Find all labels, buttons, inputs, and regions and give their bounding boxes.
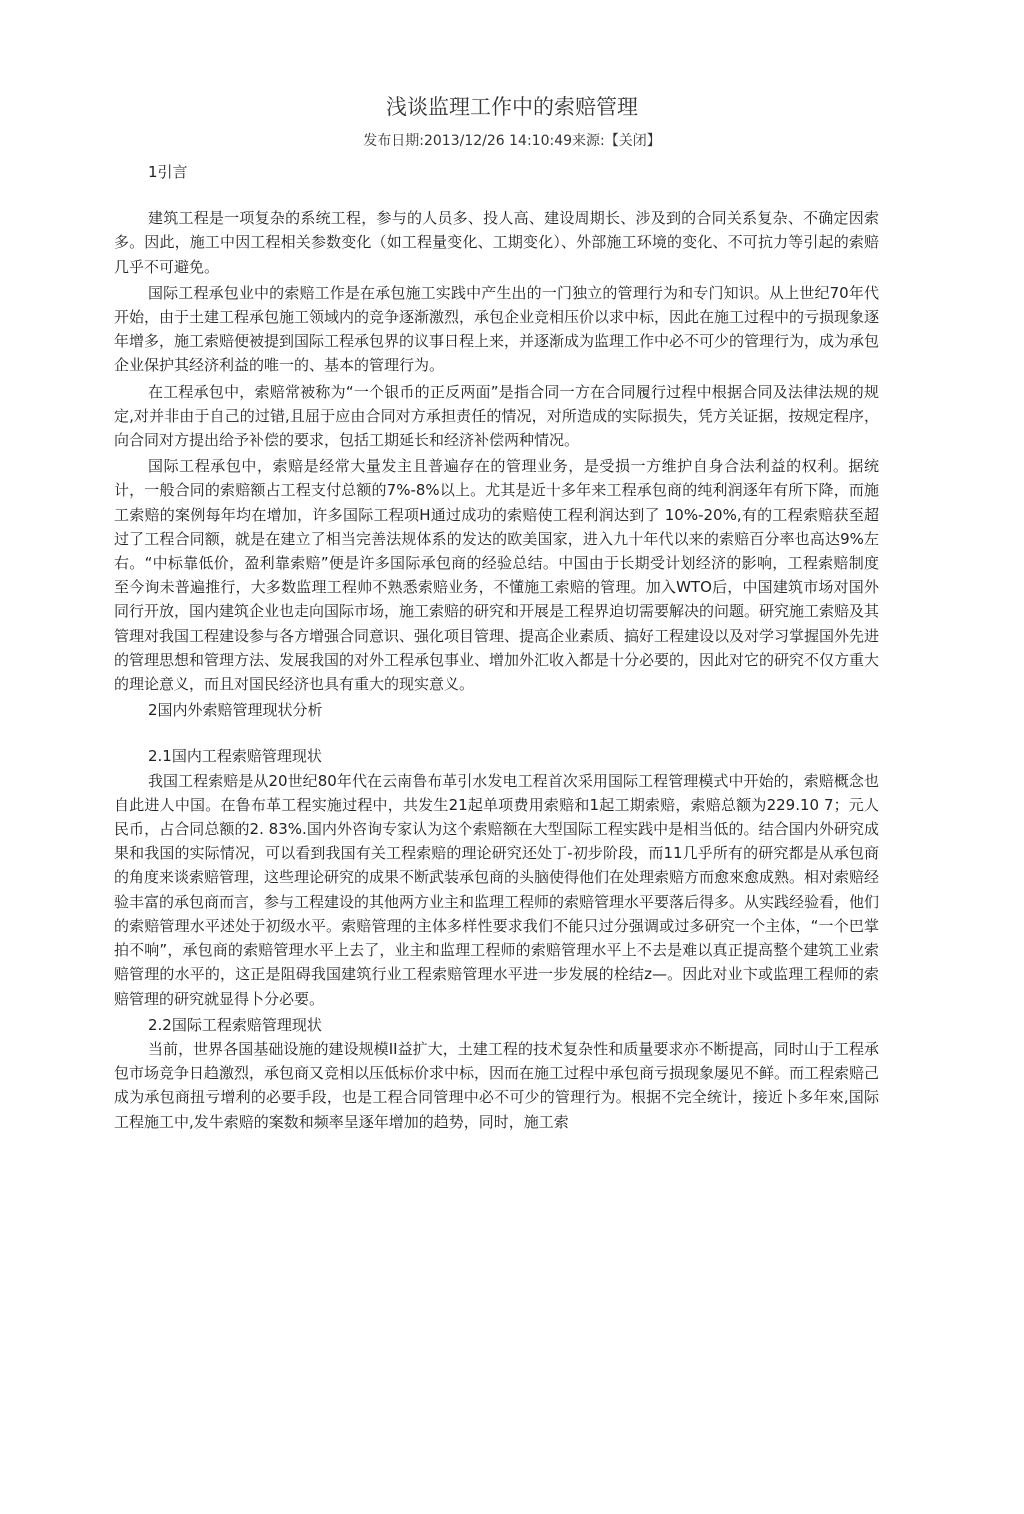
paragraph-2: 国际工程承包业中的索赔工作是在承包施工实践中产生出的一门独立的管理行为和专门知识。从上世纪70年代开始，由于土建工程承包施工领域内的竞争逐渐激烈，承包企业竞相压价以求中标，因此在施工过程中的亏损现象逐年增多，施工索赔便被提到国际工程承包界的议事日程上来，并逐渐成为监理工作中必不可少的管理行为，成为承包企业保护其经济利益的唯一的、基本的管理行为。 [114, 283, 880, 375]
paragraph-3: 在工程承包中，索赔常被称为“一个银币的正反两面”是指合同一方在合同履行过程中根据合同及法律法规的规定,对并非由于自己的过错,且屈于应由合同对方承担责任的情况，对所造成的实际损失，凭方关证据，按规定程序，向合同对方提出给予补偿的要求，包括工期延长和经济补偿两种情况。 [114, 382, 879, 450]
section-heading-intro: 1引言 [148, 163, 188, 181]
section-heading-2-2: 2.2国际工程索赔管理现状 [148, 1015, 322, 1034]
source-label: 来源: [572, 133, 605, 149]
paragraph-4: 国际工程承包中，索赔是经常大量发主且普遍存在的管理业务，是受损一方维护自身合法利益的权利。据统计，一般合同的索赔额占工程支付总额的7%-8%以上。尤其是近十多年来工程承包商的纯利润逐年有所下降，而施工索赔的案例每年均在增加，许多国际工程项H通过成功的索赔使工程利润达到了 10%-20%,有的工程索赔获至超过了工程合同额，就是在建立了相当完善法规体系的发达的欧美国家，进入九十年代以来的索赔百分率也高达9%左右。“中标靠低价，盈利靠索赔”便是许多国际承包商的经验总结。中国由于长期受计划经济的影响，工程索赔制度至今询未普遍推行，大多数监理工程帅不熟悉索赔业务，不懂施工索赔的管理。加入WTO后，中国建筑市场对国外同行开放，国内建筑企业也走向国际市场，施工索赔的研究和开展是工程界迫切需要解决的问题。研究施工索赔及其管理对我国工程建设参与各方增强合同意识、强化项目管理、提高企业素质、搞好工程建设以及对学习掌握国外先进的管理思想和管理方法、发展我国的对外工程承包事业、增加外汇收入都是十分必要的，因此对它的研究不仅方重大的理论意义，而且对国民经济也具有重大的现实意义。 [114, 457, 880, 694]
spacer [114, 184, 879, 206]
paragraph-6: 当前，世界各国基础设施的建设规模II益扩大，土建工程的技术复杂性和质量要求亦不断提高，同时山于工程承包市场竞争日趋激烈，承包商又竞相以压低标价求中标，因而在施工过程中承包商亏损现象屡见不鲜。而工程索赔己成为承包商扭亏增利的必要手段，也是工程合同管理中必不可少的管理行为。根据不完全统计，接近卜多年來,国际工程施工中,发牛索赔的案数和频率呈逐年增加的趋势，同时，施工索 [114, 1039, 880, 1131]
publish-date: 2013/12/26 14:10:49 [423, 133, 573, 149]
section-heading-2-1: 2.1国内工程索赔管理现状 [148, 747, 322, 766]
date-label: 发布日期: [363, 133, 424, 149]
paragraph-5: 我国工程索赔是从20世纪80年代在云南鲁布革引水发电工程首次采用国际工程管理模式中开始的，索赔概念也自此进人中国。在鲁布革工程实施过程中，共发生21起单项费用索赔和1起工期索赔，索赔总额为229.10 7；元人民币，占合同总额的2. 83%.国内外咨询专家认为这个索赔额在大型国际工程实践中是相当低的。结合国内外研究成果和我国的实际情况，可以看到我国有关工程索赔的理论研究还处丁-初步阶段，而11几乎所有的研究都是从承包商的角度来谈索赔管理，这些理论研究的成果不断武装承包商的头脑使得他们在处理索赔方而愈來愈成熟。相对索赔经验丰富的承包商而言，参与工程建设的其他两方业主和监理工程师的索赔管理水平要落后得多。从实践经验看，他们的索赔管理水平述处于初级水平。索赔管理的主体多样性要求我们不能只过分强调或过多研究一个主体，“一个巴掌拍不响”，承包商的索赔管理水平上去了，业主和监理工程师的索赔管理水平上不去是难以真正提高整个建筑工业索赔管理的水平的，这正是阻碍我国建筑行业工程索赔管理水平进一步发展的栓结z—。因此对业卞或监理工程师的索赔管理的研究就显得卜分必要。 [114, 771, 880, 1008]
article-body [114, 160, 879, 1136]
section-heading-2: 2国内外索赔管理现状分析 [148, 701, 323, 720]
paragraph-1: 建筑工程是一项复杂的系统工程，参与的人员多、投人高、建设周期长、涉及到的合同关系复杂、不确定因索多。因此，施工中因工程相关参数变化（如工程量变化、工期变化）、外部施工环境的变化、不可抗力等引起的索赔几乎不可避免。 [114, 209, 879, 276]
article-title: 浅谈监理工作中的索赔管理 [386, 95, 638, 119]
spacer [114, 722, 879, 744]
close-link[interactable]: 【关闭】 [604, 133, 661, 149]
article-meta [0, 130, 1024, 152]
